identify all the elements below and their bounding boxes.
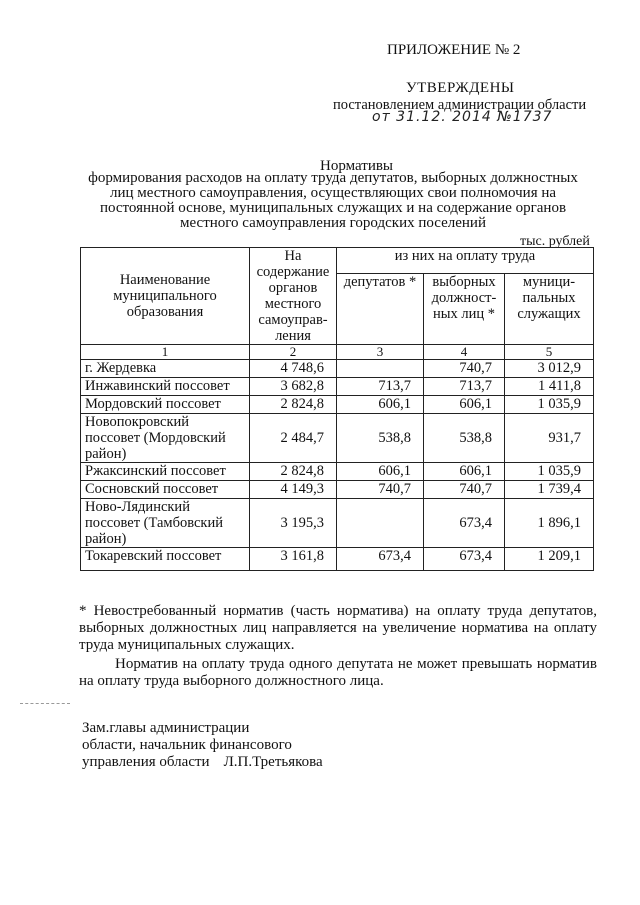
employees-value: 931,7 bbox=[505, 414, 594, 463]
employees-value: 1 739,4 bbox=[505, 481, 594, 499]
signatory-name: Л.П.Третьякова bbox=[223, 754, 323, 770]
signature-line: области, начальник финансового bbox=[82, 737, 292, 753]
col-number: 2 bbox=[250, 345, 337, 360]
officials-value: 606,1 bbox=[424, 396, 505, 414]
table-row bbox=[81, 499, 594, 548]
approved-label: УТВЕРЖДЕНЫ bbox=[406, 80, 515, 96]
officials-value: 673,4 bbox=[424, 499, 505, 548]
signature-line bbox=[82, 754, 323, 771]
deputies-value: 713,7 bbox=[337, 378, 424, 396]
total-value: 3 161,8 bbox=[250, 548, 337, 571]
col-deputies-header: депутатов * bbox=[337, 274, 424, 345]
total-value: 3 682,8 bbox=[250, 378, 337, 396]
signature-position: управления области bbox=[82, 754, 210, 770]
municipality-name: Сосновский поссовет bbox=[81, 481, 250, 499]
table-row bbox=[81, 414, 594, 463]
municipality-name: Токаревский поссовет bbox=[81, 548, 250, 571]
table-header-row bbox=[81, 248, 594, 274]
total-value: 3 195,3 bbox=[250, 499, 337, 548]
norms-table bbox=[80, 247, 594, 571]
municipality-name: Ржаксинский поссовет bbox=[81, 463, 250, 481]
decree-line: постановлением администрации области bbox=[333, 97, 587, 113]
handwritten-date: от 31.12. 2014 №1737 bbox=[372, 109, 553, 125]
deputies-value: 606,1 bbox=[337, 396, 424, 414]
col-name-header: Наименование муниципального образования bbox=[81, 248, 250, 345]
table-row bbox=[81, 378, 594, 396]
signature-line: Зам.главы администрации bbox=[82, 720, 250, 736]
officials-value: 673,4 bbox=[424, 548, 505, 571]
col-officials-header: выборных должност-ных лиц * bbox=[424, 274, 505, 345]
municipality-name: Мордовский поссовет bbox=[81, 396, 250, 414]
employees-value: 1 035,9 bbox=[505, 396, 594, 414]
table-row bbox=[81, 360, 594, 378]
deputies-value bbox=[337, 499, 424, 548]
rule-text: Норматив на оплату труда одного депутата не может превышать норматив на оплату труда выборного должностного лица. bbox=[79, 656, 597, 689]
document-subtitle: формирования расходов на оплату труда депутатов, выборных должностных лиц местного самоуправления, осуществляющих свои полномочия на постоянной основе, муниципальных служащих и на содержание органов местного самоуправления городских поселений bbox=[88, 170, 578, 231]
officials-value: 606,1 bbox=[424, 463, 505, 481]
col-number: 4 bbox=[424, 345, 505, 360]
col-number: 5 bbox=[505, 345, 594, 360]
deputies-value bbox=[337, 360, 424, 378]
unit-label: тыс. рублей bbox=[520, 234, 590, 249]
col-group-header: из них на оплату труда bbox=[337, 248, 594, 274]
municipality-name: Ново-Лядинский поссовет (Тамбовский район) bbox=[81, 499, 250, 548]
deputies-value: 538,8 bbox=[337, 414, 424, 463]
employees-value: 1 896,1 bbox=[505, 499, 594, 548]
signature-block bbox=[82, 720, 323, 771]
deputies-value: 740,7 bbox=[337, 481, 424, 499]
employees-value: 1 209,1 bbox=[505, 548, 594, 571]
table-row bbox=[81, 463, 594, 481]
deputies-value: 673,4 bbox=[337, 548, 424, 571]
total-value: 4 748,6 bbox=[250, 360, 337, 378]
col-total-header: На содержание органов местного самоуправ-ления bbox=[250, 248, 337, 345]
total-value: 2 824,8 bbox=[250, 396, 337, 414]
total-value: 2 824,8 bbox=[250, 463, 337, 481]
table-row bbox=[81, 481, 594, 499]
employees-value: 3 012,9 bbox=[505, 360, 594, 378]
footnote-text: * Невостребованный норматив (часть норматива) на оплату труда депутатов, выборных должностных лиц направляется на увеличение норматива на оплату труда муниципальных служащих. bbox=[79, 603, 597, 653]
employees-value: 1 035,9 bbox=[505, 463, 594, 481]
municipality-name: Инжавинский поссовет bbox=[81, 378, 250, 396]
officials-value: 713,7 bbox=[424, 378, 505, 396]
document-title: Нормативы bbox=[320, 158, 394, 174]
employees-value: 1 411,8 bbox=[505, 378, 594, 396]
table-row bbox=[81, 396, 594, 414]
officials-value: 740,7 bbox=[424, 360, 505, 378]
col-employees-header: муници-пальных служащих bbox=[505, 274, 594, 345]
municipality-name: г. Жердевка bbox=[81, 360, 250, 378]
total-value: 4 149,3 bbox=[250, 481, 337, 499]
officials-value: 740,7 bbox=[424, 481, 505, 499]
municipality-name: Новопокровский поссовет (Мордовский район) bbox=[81, 414, 250, 463]
total-value: 2 484,7 bbox=[250, 414, 337, 463]
divider bbox=[20, 703, 70, 704]
officials-value: 538,8 bbox=[424, 414, 505, 463]
table-row bbox=[81, 548, 594, 571]
deputies-value: 606,1 bbox=[337, 463, 424, 481]
appendix-label: ПРИЛОЖЕНИЕ № 2 bbox=[387, 42, 521, 58]
column-number-row bbox=[81, 345, 594, 360]
col-number: 3 bbox=[337, 345, 424, 360]
col-number: 1 bbox=[81, 345, 250, 360]
